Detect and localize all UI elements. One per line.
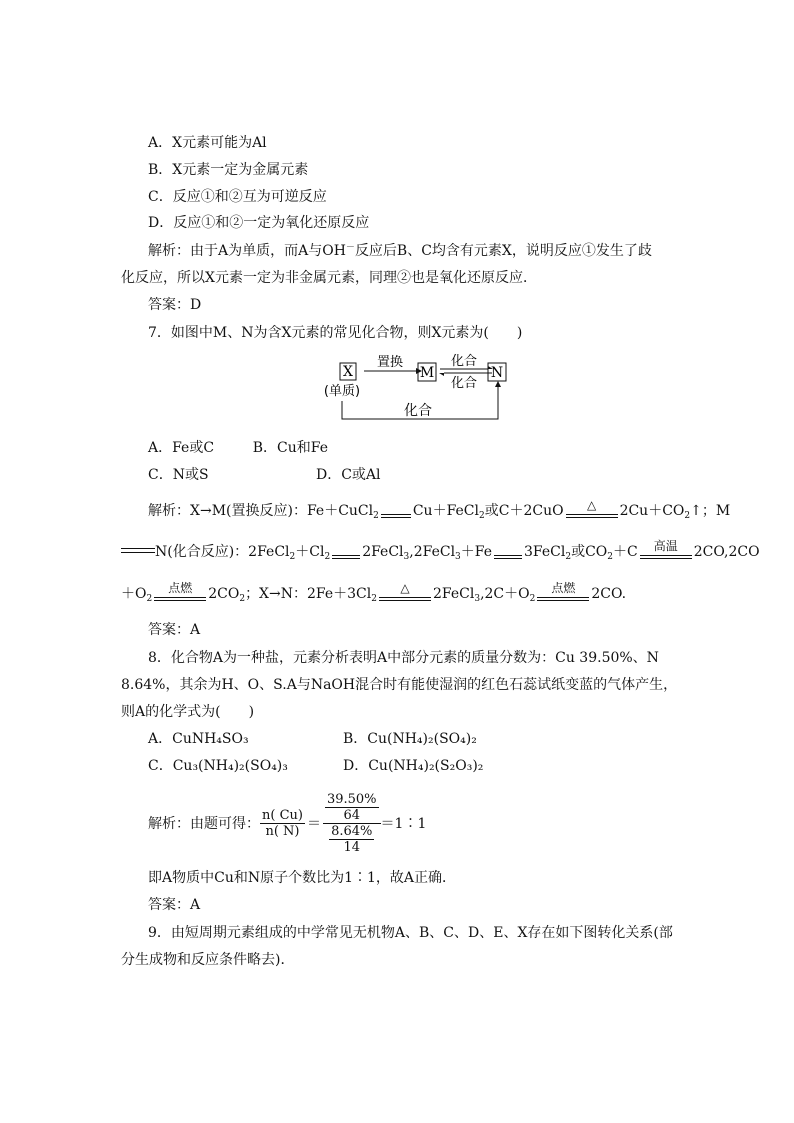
q8-stem-line2: 8.64%，其余为H、O、S.A与NaOH混合时有能使湿润的红色石蕊试纸变蓝的气体产生， xyxy=(121,677,678,693)
diagram-arrow-mn-top: 化合 xyxy=(450,354,478,369)
q6-answer: 答案：D xyxy=(148,297,202,313)
q6-option-d: D．反应①和②一定为氧化还原反应 xyxy=(148,215,370,231)
q7-option-d: D．C或Al xyxy=(316,467,381,483)
diagram-m-label: M xyxy=(419,365,435,381)
diagram-x-sub: (单质) xyxy=(323,384,361,399)
diagram-arrow-xn-label: 化合 xyxy=(404,403,432,419)
q7-stem: 7．如图中M、N为含X元素的常见化合物，则X元素为( ) xyxy=(148,325,523,341)
diagram-n-label: N xyxy=(490,365,504,381)
q8-option-a: A．CuNH₄SO₃ xyxy=(148,731,249,747)
q6-analysis-line1: 解析：由于A为单质，而A与OH－反应后B、C均含有元素X，说明反应①发生了歧 xyxy=(148,243,652,259)
q7-option-b: B．Cu和Fe xyxy=(252,440,328,456)
q7-analysis-line2: N(化合反应)：$2FeCl_2+Cl_2$ 2FeCl$_3$,2FeCl$_3$＋Fe 3FeCl$_2$或$CO_2+C$ 高温 2CO,2CO xyxy=(121,543,760,561)
q7-conversion-diagram xyxy=(312,351,512,425)
diagram-arrow-mn-bottom: 化合 xyxy=(450,376,478,391)
q7-option-c: C．N或S xyxy=(148,467,209,483)
q7-analysis-line1: 解析：X→M(置换反应)：Fe＋CuCl$_2$ Cu＋FeCl$_2$或C＋2CuO △ $2Cu+CO_2↑$；M xyxy=(148,498,731,521)
q9-stem-line2: 分生成物和反应条件略去)． xyxy=(121,952,295,968)
q8-answer: 答案：A xyxy=(148,897,201,913)
q7-analysis-line3: $+O_2$ 点燃 $2CO_2$；X→N：$2Fe+3Cl_2$ △ $2FeCl_3,2C+O_2$ 点燃 2CO. xyxy=(121,581,627,604)
q6-analysis-line2: 化反应，所以X元素一定为非金属元素，同理②也是氧化还原反应． xyxy=(121,270,537,286)
q8-conclusion: 即A物质中Cu和N原子个数比为1∶1，故A正确． xyxy=(148,870,457,886)
q8-stem-line1: 8．化合物A为一种盐，元素分析表明A中部分元素的质量分数为：Cu 39.50%、N xyxy=(148,650,659,666)
q8-option-c: C．Cu₃(NH₄)₂(SO₄)₃ xyxy=(148,758,288,774)
mass-fraction: $\frac{\frac{39.50\%}{64}}{\frac{8.64\%}{14}}$ xyxy=(323,792,381,855)
diagram-x-label: X xyxy=(343,364,353,380)
q8-option-d: D．Cu(NH₄)₂(S₂O₃)₂ xyxy=(343,758,484,774)
q6-option-b: B．X元素一定为金属元素 xyxy=(148,162,309,178)
q8-stem-line3: 则A的化学式为( ) xyxy=(121,704,255,720)
q7-options-row1 xyxy=(148,439,328,457)
q8-option-b: B．Cu(NH₄)₂(SO₄)₂ xyxy=(343,731,477,747)
diagram-arrow-xm-label: 置换 xyxy=(376,355,404,370)
q6-option-c: C．反应①和②互为可逆反应 xyxy=(148,189,327,205)
q9-stem-line1: 9．由短周期元素组成的中学常见无机物A、B、C、D、E、X存在如下图转化关系(部 xyxy=(148,925,673,941)
q6-option-a: A．X元素可能为Al xyxy=(148,135,267,151)
q8-analysis-equation: 解析：由题可得： $\frac{n( Cu)}{n( N)}$ ＝ $\frac{\frac{39.50\%}{64}}{\frac{8.64\%}{14}}$ ＝1∶1 xyxy=(148,791,427,855)
ratio-fraction: $\frac{n( Cu)}{n( N)}$ xyxy=(262,807,303,839)
q7-answer: 答案：A xyxy=(148,622,201,638)
q7-option-a: A．Fe或C xyxy=(148,440,215,456)
